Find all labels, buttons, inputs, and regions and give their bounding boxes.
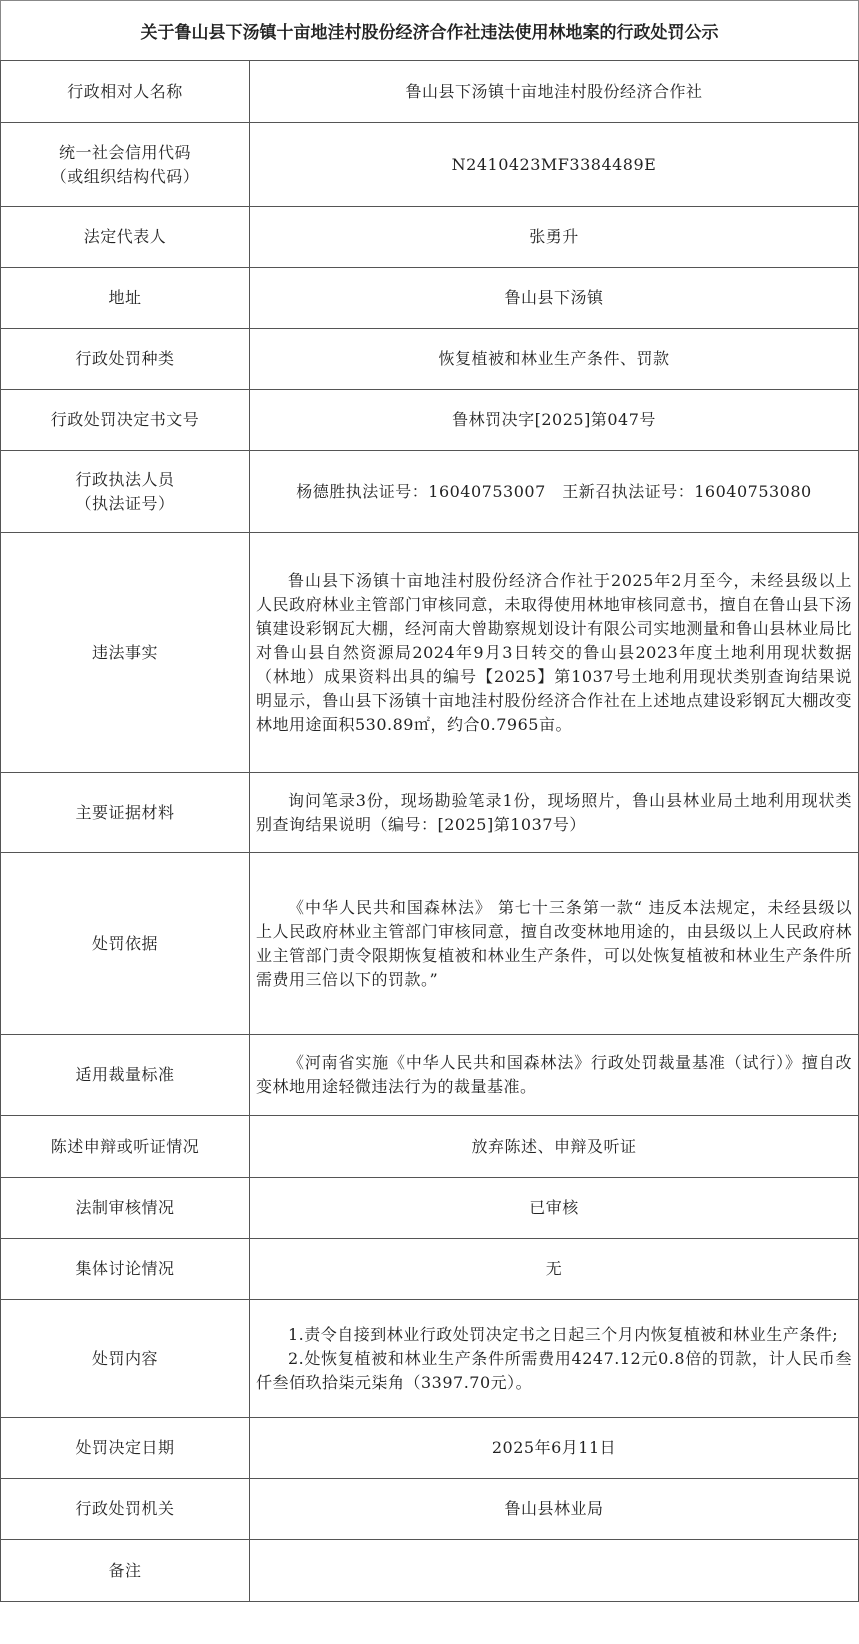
address-value: 鲁山县下汤镇 xyxy=(250,268,859,329)
credit-code-value: N2410423MF3384489E xyxy=(250,123,859,207)
row-label: 集体讨论情况 xyxy=(1,1239,250,1300)
table-row xyxy=(1,533,859,773)
hearing-value: 放弃陈述、申辩及听证 xyxy=(250,1116,859,1178)
row-label: 适用裁量标准 xyxy=(1,1035,250,1116)
content-cell xyxy=(250,1300,859,1418)
table-row xyxy=(1,1035,859,1116)
facts-cell xyxy=(250,533,859,773)
row-label: 行政处罚机关 xyxy=(1,1479,250,1540)
label-line: （执法证号） xyxy=(75,493,175,513)
table-row xyxy=(1,1178,859,1239)
document-title: 关于鲁山县下汤镇十亩地洼村股份经济合作社违法使用林地案的行政处罚公示 xyxy=(0,0,859,60)
table-row xyxy=(1,329,859,390)
table-row xyxy=(1,451,859,533)
table-row xyxy=(1,61,859,123)
label-line: 统一社会信用代码 xyxy=(58,142,191,162)
row-label: 地址 xyxy=(1,268,250,329)
table-row xyxy=(1,1479,859,1540)
row-label: 处罚内容 xyxy=(1,1300,250,1418)
penalty-table xyxy=(0,60,859,1602)
row-label: 法制审核情况 xyxy=(1,1178,250,1239)
decision-no-value: 鲁林罚决字[2025]第047号 xyxy=(250,390,859,451)
collective-value: 无 xyxy=(250,1239,859,1300)
content-item-2: 2.处恢复植被和林业生产条件所需费用4247.12元0.8倍的罚款，计人民币叁仟叁佰玖拾柒元柒角（3397.70元）。 xyxy=(256,1348,852,1392)
standard-text: 《河南省实施《中华人民共和国森林法》行政处罚裁量基准（试行）》擅自改变林地用途轻微违法行为的裁量基准。 xyxy=(256,1053,852,1096)
table-row xyxy=(1,853,859,1035)
table-row xyxy=(1,123,859,207)
remarks-value xyxy=(250,1540,859,1602)
penalty-type-value: 恢复植被和林业生产条件、罚款 xyxy=(250,329,859,390)
table-row xyxy=(1,1540,859,1602)
basis-text: 《中华人民共和国森林法》 第七十三条第一款“ 违反本法规定，未经县级以上人民政府林业主管部门审核同意，擅自改变林地用途的，由县级以上人民政府林业主管部门责令限期恢复植被和林业生产条件，可以处恢复植被和林业生产条件所需费用三倍以下的罚款。” xyxy=(256,897,852,989)
table-row xyxy=(1,1116,859,1178)
date-value: 2025年6月11日 xyxy=(250,1418,859,1479)
table-row xyxy=(1,773,859,853)
row-label: 处罚依据 xyxy=(1,853,250,1035)
table-row xyxy=(1,1418,859,1479)
row-label: 行政处罚种类 xyxy=(1,329,250,390)
officers-value: 杨德胜执法证号：16040753007 王新召执法证号：16040753080 xyxy=(250,451,859,533)
row-label: 违法事实 xyxy=(1,533,250,773)
row-label: 主要证据材料 xyxy=(1,773,250,853)
row-label: 法定代表人 xyxy=(1,207,250,268)
row-label: 处罚决定日期 xyxy=(1,1418,250,1479)
evidence-cell xyxy=(250,773,859,853)
row-label: 备注 xyxy=(1,1540,250,1602)
legal-review-value: 已审核 xyxy=(250,1178,859,1239)
table-row xyxy=(1,390,859,451)
party-name-value: 鲁山县下汤镇十亩地洼村股份经济合作社 xyxy=(250,61,859,123)
row-label xyxy=(1,451,250,533)
table-row xyxy=(1,1239,859,1300)
table-row xyxy=(1,268,859,329)
standard-cell xyxy=(250,1035,859,1116)
evidence-text: 询问笔录3份，现场勘验笔录1份，现场照片，鲁山县林业局土地利用现状类别查询结果说明（编号：[2025]第1037号） xyxy=(256,790,852,834)
basis-cell xyxy=(250,853,859,1035)
legal-rep-value: 张勇升 xyxy=(250,207,859,268)
row-label xyxy=(1,123,250,207)
table-row xyxy=(1,207,859,268)
row-label: 行政处罚决定书文号 xyxy=(1,390,250,451)
content-item-1: 1.责令自接到林业行政处罚决定书之日起三个月内恢复植被和林业生产条件; xyxy=(288,1324,839,1344)
facts-text: 鲁山县下汤镇十亩地洼村股份经济合作社于2025年2月至今，未经县级以上人民政府林业主管部门审核同意，未取得使用林地审核同意书，擅自在鲁山县下汤镇建设彩钢瓦大棚，经河南大曾勘察规划设计有限公司实地测量和鲁山县林业局比对鲁山县自然资源局2024年9月3日转交的鲁山县2023年度土地利用现状数据（林地）成果资料出具的编号【2025】第1037号土地利用现状类别查询结果说明显示，鲁山县下汤镇十亩地洼村股份经济合作社在上述地点建设彩钢瓦大棚改变林地用途面积530.89㎡，约合0.7965亩。 xyxy=(256,570,852,734)
authority-value: 鲁山县林业局 xyxy=(250,1479,859,1540)
row-label: 陈述申辩或听证情况 xyxy=(1,1116,250,1178)
label-line: 行政执法人员 xyxy=(75,469,175,489)
table-row xyxy=(1,1300,859,1418)
row-label: 行政相对人名称 xyxy=(1,61,250,123)
label-line: （或组织结构代码） xyxy=(50,166,200,186)
